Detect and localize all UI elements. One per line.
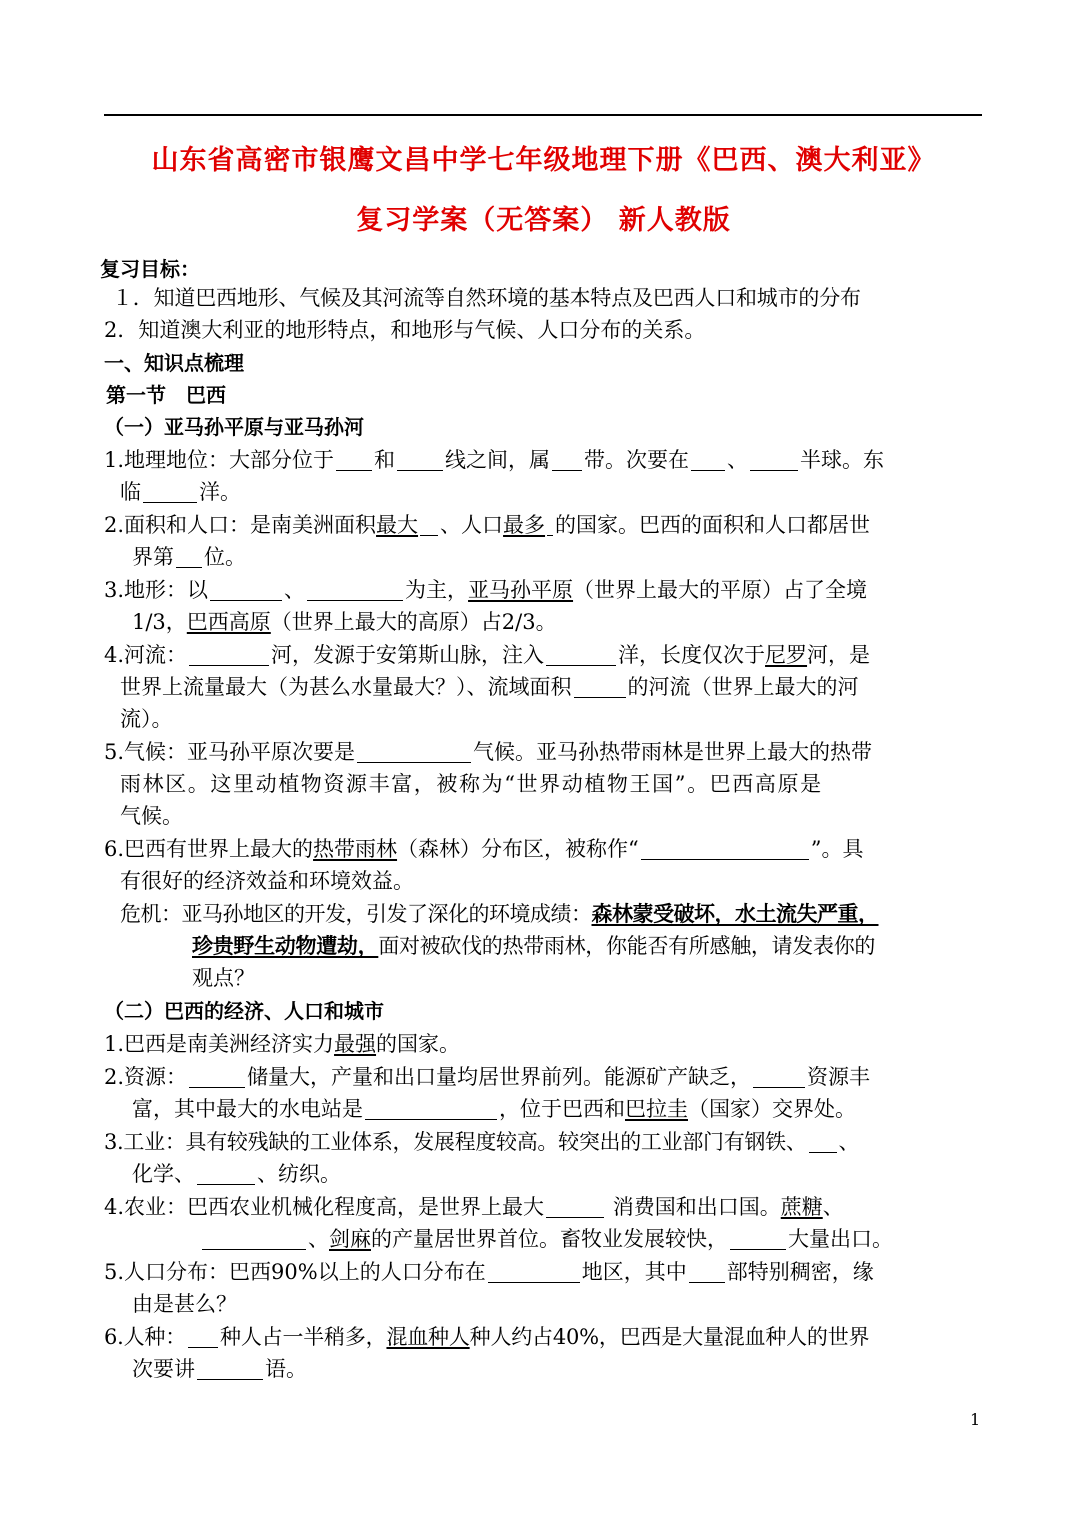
- economy-3-line1: 3.工业：具有较残缺的工业体系，发展程度较高。较突出的工业部门有钢铁、 、: [104, 1130, 860, 1154]
- answer-blank: [420, 513, 438, 536]
- question-3-line2: 1/3，巴西高原（世界上最大的高原）占2/3。: [132, 610, 557, 634]
- question-2-line1: 2.面积和人口：是南美洲面积最大 、人口最多 的国家。巴西的面积和人口都居世: [104, 513, 871, 537]
- economy-6-line2: 次要讲 语。: [132, 1357, 307, 1381]
- section-heading: 第一节 巴西: [106, 383, 226, 407]
- filled-answer: 森林蒙受破坏，水土流失严重，: [591, 902, 879, 926]
- economy-5-line2: 由是甚么？: [132, 1292, 237, 1316]
- answer-blank: [143, 480, 197, 503]
- filled-answer: 蔗糖: [780, 1195, 823, 1219]
- answer-blank: [546, 643, 616, 666]
- answer-blank: [176, 545, 202, 568]
- filled-answer: 剑麻: [329, 1227, 371, 1251]
- answer-blank: [691, 448, 725, 471]
- answer-blank: [641, 837, 809, 860]
- answer-blank: [197, 1162, 255, 1185]
- subsection-2-heading: （二）巴西的经济、人口和城市: [104, 999, 384, 1023]
- answer-blank: [753, 1065, 805, 1088]
- doc-title-line1: 山东省高密市银鹰文昌中学七年级地理下册《巴西、澳大利亚》: [151, 145, 936, 176]
- question-6-line1: 6.巴西有世界上最大的热带雨林（森林）分布区，被称作“ ”。具: [104, 837, 864, 861]
- answer-blank: [574, 675, 626, 698]
- top-rule: [104, 114, 982, 116]
- subsection-1-heading: （一）亚马孙平原与亚马孙河: [104, 415, 364, 439]
- answer-blank: [307, 578, 403, 601]
- question-5-line2: 雨林区。这里动植物资源丰富，被称为“世界动植物王国”。巴西高原是: [120, 772, 823, 796]
- filled-answer: 最强: [334, 1032, 377, 1056]
- filled-answer: 珍贵野生动物遭劫，: [192, 934, 379, 958]
- question-4-line2: 世界上流量最大（为甚么水量最大？）、流域面积 的河流（世界上最大的河: [120, 675, 859, 699]
- filled-answer: 混血种人: [386, 1325, 470, 1349]
- crisis-line1: 危机：亚马孙地区的开发，引发了深化的环境成绩：森林蒙受破坏，水土流失严重，: [120, 902, 879, 926]
- goals-heading: 复习目标：: [100, 257, 200, 281]
- answer-blank: [552, 448, 582, 471]
- part-heading: 一、知识点梳理: [104, 351, 244, 375]
- answer-blank: [210, 578, 282, 601]
- filled-answer: 亚马孙平原: [468, 578, 574, 602]
- question-4-line3: 流）。: [120, 707, 173, 731]
- answer-blank: [336, 448, 372, 471]
- filled-answer: 巴拉圭: [625, 1097, 688, 1121]
- economy-1: 1.巴西是南美洲经济实力最强的国家。: [104, 1032, 461, 1056]
- filled-answer: 尼罗: [765, 643, 808, 667]
- economy-3-line2: 化学、 、纺织。: [132, 1162, 341, 1186]
- answer-blank: [189, 643, 269, 666]
- economy-6-line1: 6.人种： 种人占一半稍多，混血种人种人约占40%，巴西是大量混血种人的世界: [104, 1325, 870, 1349]
- question-1-line1: 1.地理地位：大部分位于 和 线之间，属 带。次要在 、 半球。东: [104, 448, 885, 472]
- answer-blank: [750, 448, 798, 471]
- filled-answer: 最多: [503, 513, 546, 537]
- answer-blank: [197, 1357, 263, 1380]
- economy-2-line2: 富，其中最大的水电站是 ，位于巴西和巴拉圭（国家）交界处。: [132, 1097, 856, 1121]
- question-5-line3: 气候。: [120, 804, 183, 828]
- economy-2-line1: 2.资源： 储量大，产量和出口量均居世界前列。能源矿产缺乏， 资源丰: [104, 1065, 871, 1089]
- question-1-line2: 临 洋。: [120, 480, 241, 504]
- filled-answer: 巴西高原: [186, 610, 271, 634]
- question-5-line1: 5.气候：亚马孙平原次要是 气候。亚马孙热带雨林是世界上最大的热带: [104, 740, 873, 764]
- economy-4-line1: 4.农业：巴西农业机械化程度高，是世界上最大 消费国和出口国。蔗糖、: [104, 1195, 844, 1219]
- question-3-line1: 3.地形：以 、 为主，亚马孙平原（世界上最大的平原）占了全境: [104, 578, 868, 602]
- answer-blank: [357, 740, 471, 763]
- question-2-line2: 界第 位。: [132, 545, 246, 569]
- answer-blank: [546, 1195, 604, 1218]
- crisis-line3: 观点？: [192, 966, 255, 990]
- doc-title-line2: 复习学案（无答案） 新人教版: [356, 205, 731, 236]
- crisis-line2: 珍贵野生动物遭劫，面对被砍伐的热带雨林，你能否有所感触，请发表你的: [192, 934, 876, 958]
- economy-5-line1: 5.人口分布：巴西90%以上的人口分布在 地区，其中 部特别稠密，缘: [104, 1260, 874, 1284]
- answer-blank: [547, 513, 553, 536]
- goal-2: 2．知道澳大利亚的地形特点，和地形与气候、人口分布的关系。: [104, 318, 706, 342]
- answer-blank: [188, 1325, 218, 1348]
- question-6-line2: 有很好的经济效益和环境效益。: [120, 869, 414, 893]
- answer-blank: [730, 1227, 786, 1250]
- goal-1: １．知道巴西地形、气候及其河流等自然环境的基本特点及巴西人口和城市的分布: [112, 286, 861, 310]
- filled-answer: 最大: [376, 513, 419, 537]
- filled-answer: 热带雨林: [313, 837, 398, 861]
- question-4-line1: 4.河流： 河，发源于安第斯山脉，注入 洋，长度仅次于尼罗河，是: [104, 643, 871, 667]
- answer-blank: [809, 1130, 837, 1153]
- answer-blank: [365, 1097, 497, 1120]
- answer-blank: [397, 448, 443, 471]
- answer-blank: [488, 1260, 580, 1283]
- answer-blank: [689, 1260, 725, 1283]
- economy-4-line2: 、剑麻的产量居世界首位。畜牧业发展较快， 大量出口。: [200, 1224, 893, 1254]
- answer-blank: [202, 1227, 306, 1250]
- answer-blank: [189, 1065, 245, 1088]
- page-number: 1: [970, 1410, 981, 1429]
